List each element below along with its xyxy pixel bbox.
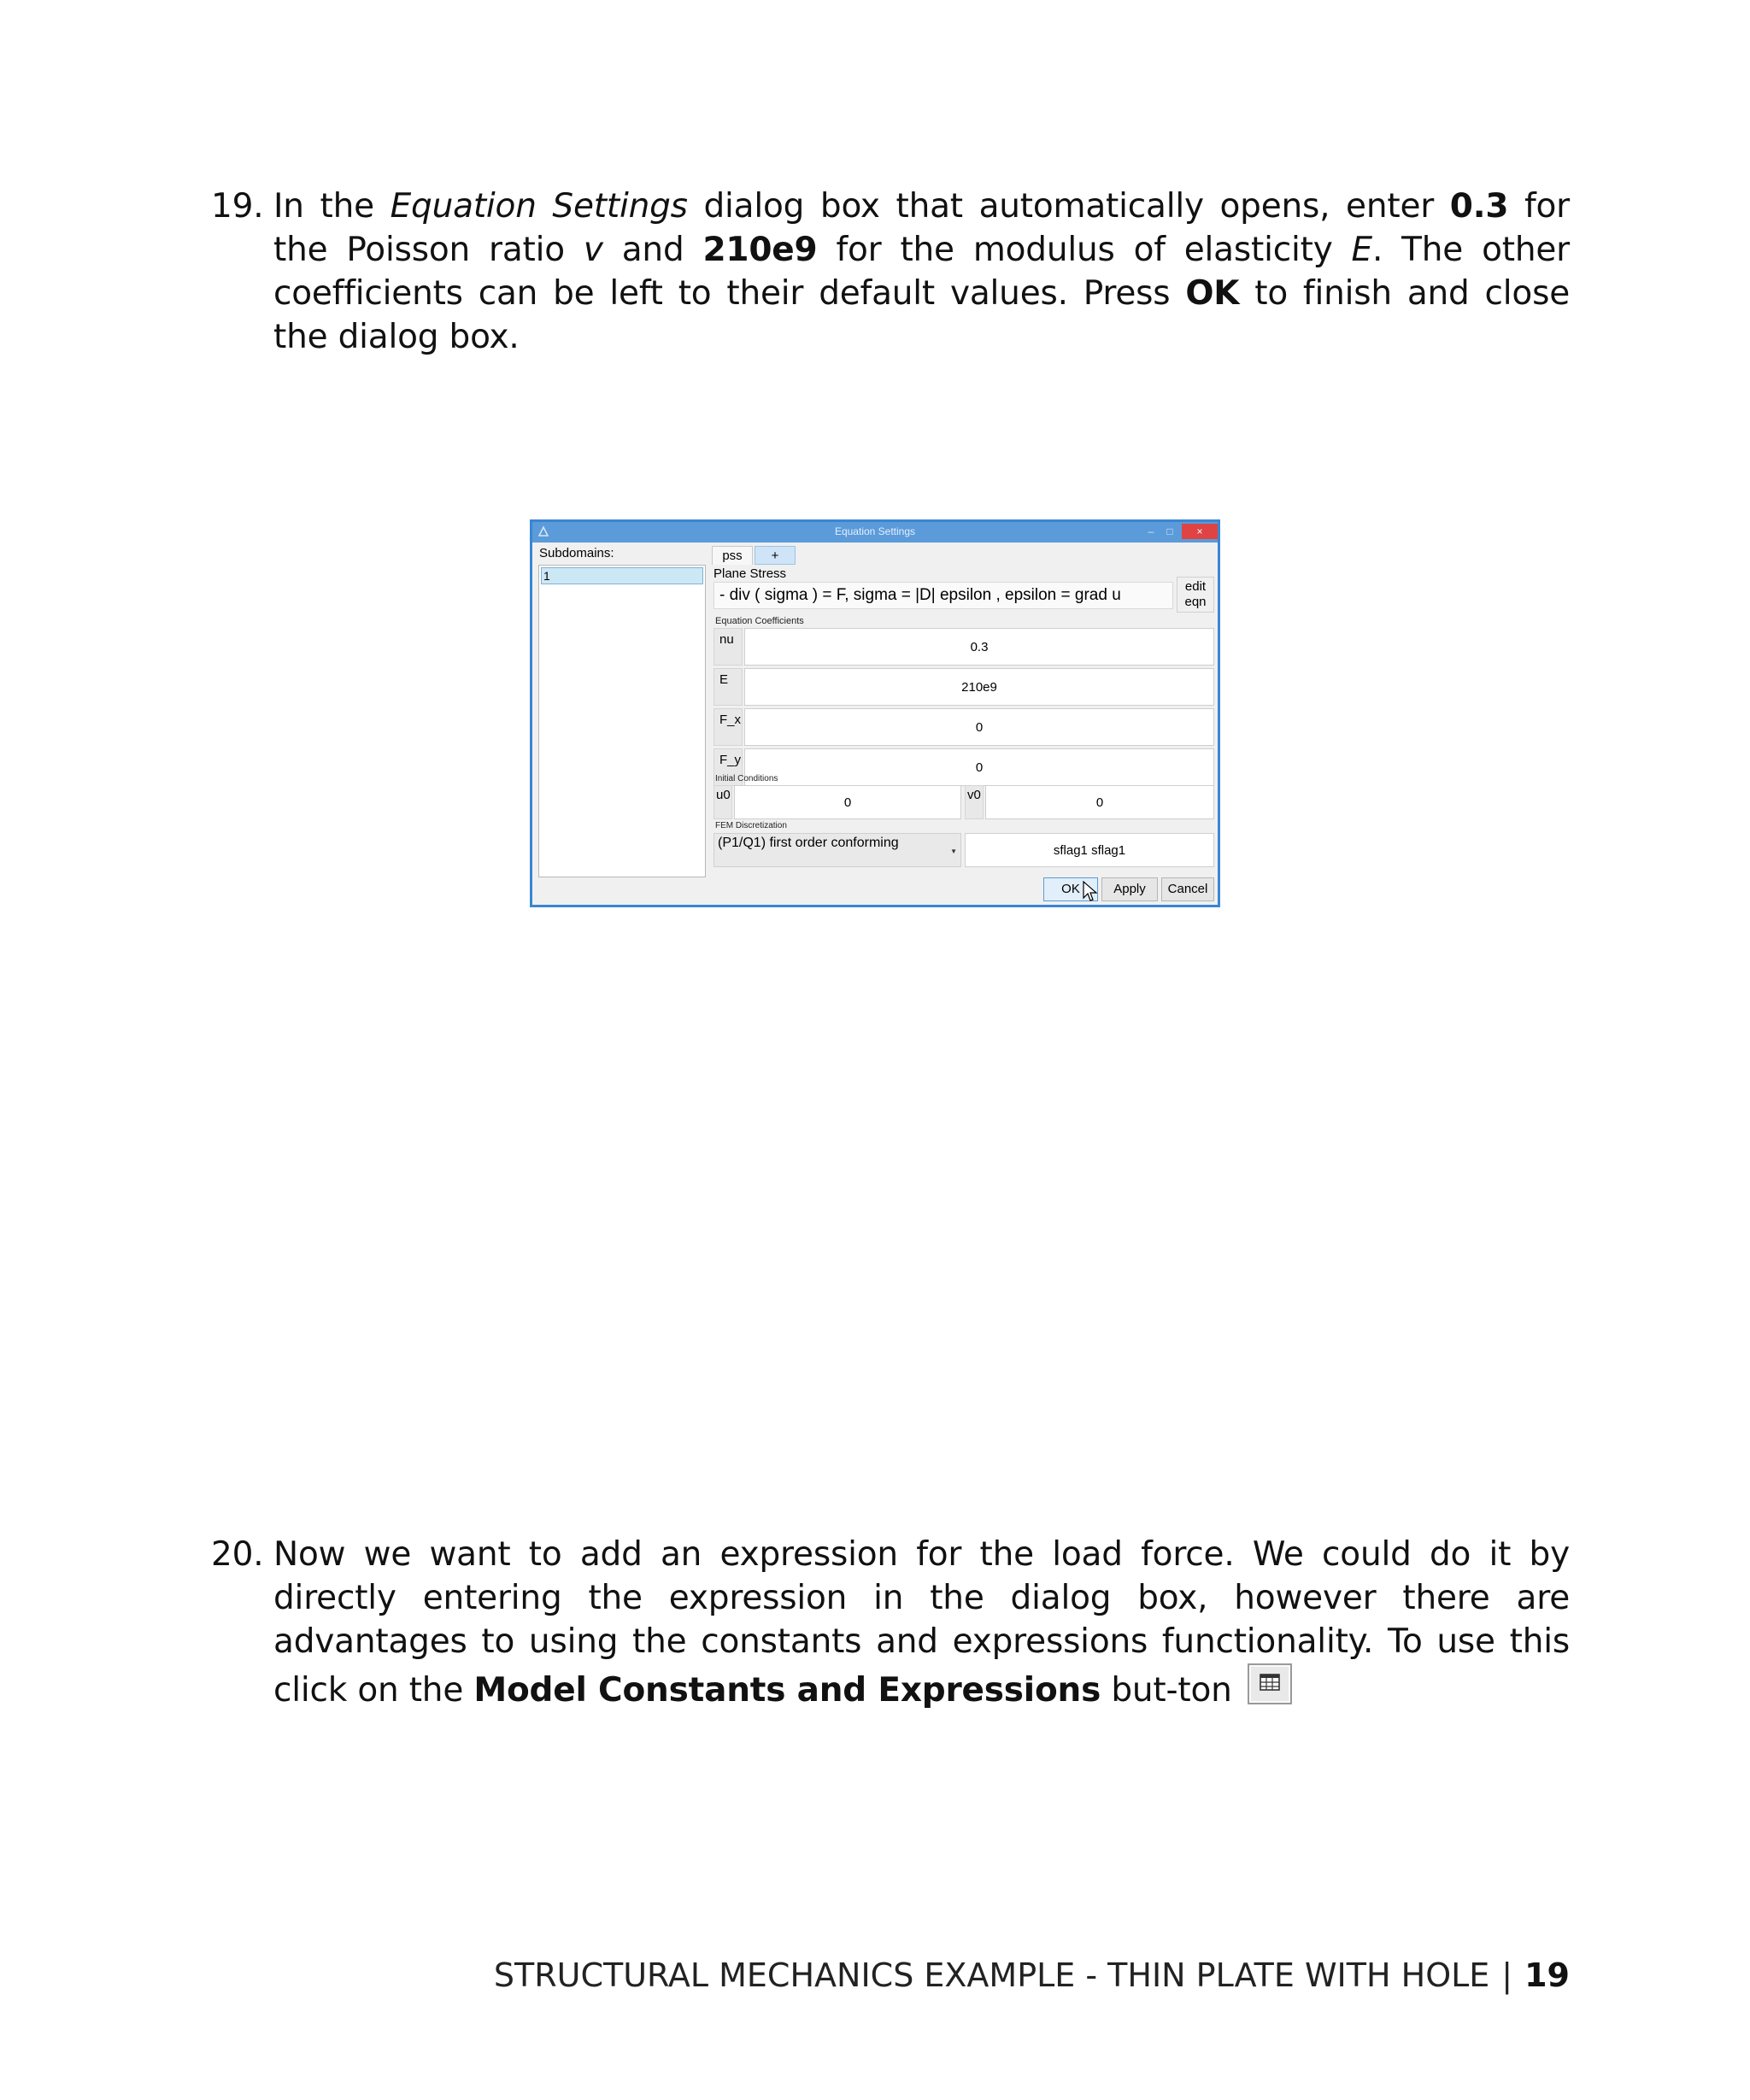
subdomains-label: Subdomains: (539, 546, 614, 560)
coef-input-nu[interactable]: 0.3 (744, 628, 1214, 666)
fem-group-title: FEM Discretization (715, 821, 787, 830)
page-footer (494, 1956, 1570, 1994)
fem-discretization-select[interactable]: (P1/Q1) first order conforming ▼ (714, 833, 961, 867)
coef-label-fy: F_y (714, 748, 743, 786)
coefficients-group-title: Equation Coefficients (715, 616, 804, 626)
coef-label-nu: nu (714, 628, 743, 666)
ok-button[interactable]: OK (1043, 877, 1098, 901)
equation-settings-dialog (530, 519, 1220, 907)
ic-label-v0: v0 (965, 785, 984, 819)
fem-flags-input[interactable]: sflag1 sflag1 (965, 833, 1214, 867)
ic-input-u0[interactable]: 0 (734, 785, 961, 819)
edit-eqn-button[interactable]: edit eqn (1177, 577, 1214, 613)
page-number: 19 (1524, 1956, 1570, 1994)
subdomain-item[interactable]: 1 (541, 567, 703, 584)
cancel-button[interactable]: Cancel (1161, 877, 1214, 901)
coef-label-e: E (714, 668, 743, 706)
coef-label-fx: F_x (714, 708, 743, 746)
coef-input-fx[interactable]: 0 (744, 708, 1214, 746)
ic-label-u0: u0 (714, 785, 732, 819)
model-constants-expressions-icon (1248, 1663, 1292, 1704)
tab-add-equation[interactable]: + (755, 546, 796, 565)
ic-input-v0[interactable]: 0 (985, 785, 1214, 819)
initial-conditions-title: Initial Conditions (715, 774, 778, 783)
tab-pss[interactable]: pss (712, 546, 753, 565)
maximize-icon[interactable]: □ (1166, 525, 1173, 537)
step-number: 19. (211, 187, 264, 226)
apply-button[interactable]: Apply (1101, 877, 1158, 901)
equation-display: - div ( sigma ) = F, sigma = |D| epsilon , epsilon = grad u (714, 582, 1173, 609)
subdomains-list[interactable] (538, 565, 706, 877)
minimize-icon[interactable]: – (1148, 525, 1154, 537)
chevron-down-icon: ▼ (950, 848, 957, 855)
step-number: 20. (211, 1535, 264, 1574)
step-text: Now we want to add an expression for the load force. We could do it by directly entering the expression in the dialog box, however there are advantages to using the constants and expressions functionality. To use this click on the Model Constants and Expressions but-ton (273, 1535, 1570, 1710)
coef-input-e[interactable]: 210e9 (744, 668, 1214, 706)
step-text: In the Equation Settings dialog box that automatically opens, enter 0.3 for the Poisson ratio v and 210e9 for the modulus of elasticity E. The other coefficients can be left to their default values. Press OK to finish and close the dialog box. (273, 187, 1570, 356)
footer-section-title: STRUCTURAL MECHANICS EXAMPLE - THIN PLATE WITH HOLE (493, 1956, 1490, 1994)
coef-input-fy[interactable]: 0 (744, 748, 1214, 786)
footer-separator: | (1501, 1956, 1513, 1994)
equation-name: Plane Stress (714, 566, 787, 581)
step-20 (211, 1533, 1570, 1712)
mouse-cursor-icon (1083, 881, 1098, 903)
dialog-title: Equation Settings (834, 525, 916, 537)
dialog-titlebar[interactable] (532, 522, 1218, 543)
close-icon[interactable]: × (1182, 524, 1218, 539)
step-19 (211, 185, 1570, 359)
